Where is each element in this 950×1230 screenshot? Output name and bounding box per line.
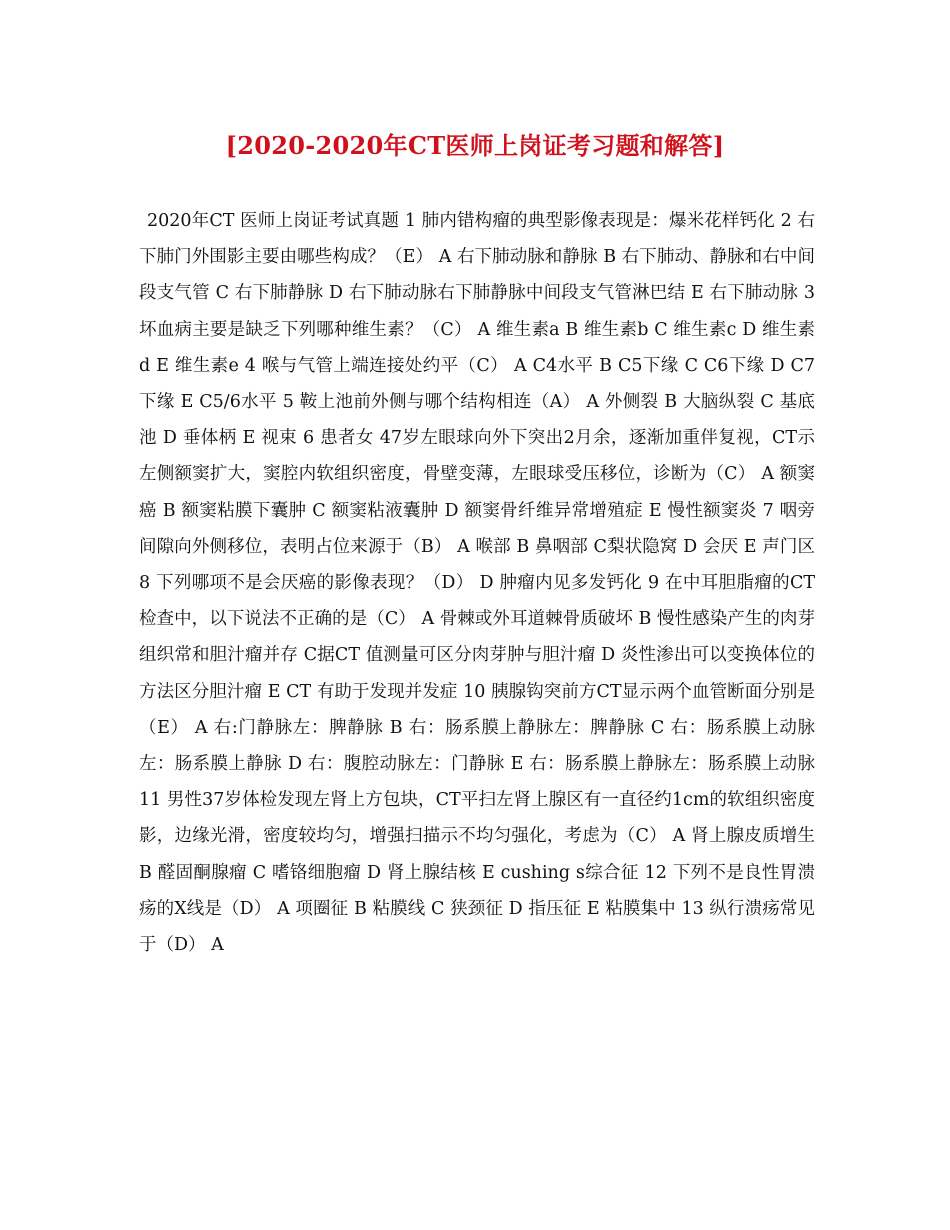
document-title: [2020-2020年CT医师上岗证考习题和解答]: [225, 131, 725, 160]
document-body-text: 2020年CT 医师上岗证考试真题 1 肺内错构瘤的典型影像表现是：爆米花样钙化 2 右下肺门外围影主要由哪些构成？（E） A 右下肺动脉和静脉 B 右下肺动、静脉和右中间段支气管 C 右下肺静脉 D 右下肺动脉右下肺静脉中间段支气管淋巴结 E 右下肺动脉 3 坏血病主要是缺乏下列哪种维生素？（C） A 维生素a B 维生素b C 维生素c D 维生素d E 维生素e 4 喉与气管上端连接处约平（C） A C4水平 B C5下缘 C C6下缘 D C7下缘 E C5/6水平 5 鞍上池前外侧与哪个结构相连（A） A 外侧裂 B 大脑纵裂 C 基底池 D 垂体柄 E 视束 6 患者女 47岁左眼球向外下突出2月余，逐渐加重伴复视，CT示左侧额窦扩大，窦腔内软组织密度，骨壁变薄，左眼球受压移位，诊断为（C） A 额窦癌 B 额窦粘膜下囊肿 C 额窦粘液囊肿 D 额窦骨纤维异常增殖症 E 慢性额窦炎 7 咽旁间隙向外侧移位，表明占位来源于（B） A 喉部 B 鼻咽部 C梨状隐窝 D 会厌 E 声门区 8 下列哪项不是会厌癌的影像表现？（D） D 肿瘤内见多发钙化 9 在中耳胆脂瘤的CT检查中，以下说法不正确的是（C） A 骨棘或外耳道棘骨质破坏 B 慢性感染产生的肉芽组织常和胆汁瘤并存 C据CT 值测量可区分肉芽肿与胆汁瘤 D 炎性渗出可以变换体位的方法区分胆汁瘤 E CT 有助于发现并发症 10 胰腺钩突前方CT显示两个血管断面分别是（E） A 右:门静脉左：脾静脉 B 右：肠系膜上静脉左：脾静脉 C 右：肠系膜上动脉左：肠系膜上静脉 D 右：腹腔动脉左：门静脉 E 右：肠系膜上静脉左：肠系膜上动脉 11 男性37岁体检发现左肾上方包块，CT平扫左肾上腺区有一直径约1cm的软组织密度影，边缘光滑，密度较均匀，增强扫描示不均匀强化，考虑为（C） A 肾上腺皮质增生 B 醛固酮腺瘤 C 嗜铬细胞瘤 D 肾上腺结核 E cushing s综合征 12 下列不是良性胃溃疡的X线是（D） A 项圈征 B 粘膜线 C 狭颈征 D 指压征 E 粘膜集中 13 纵行溃疡常见于（D） A: [139, 211, 815, 956]
